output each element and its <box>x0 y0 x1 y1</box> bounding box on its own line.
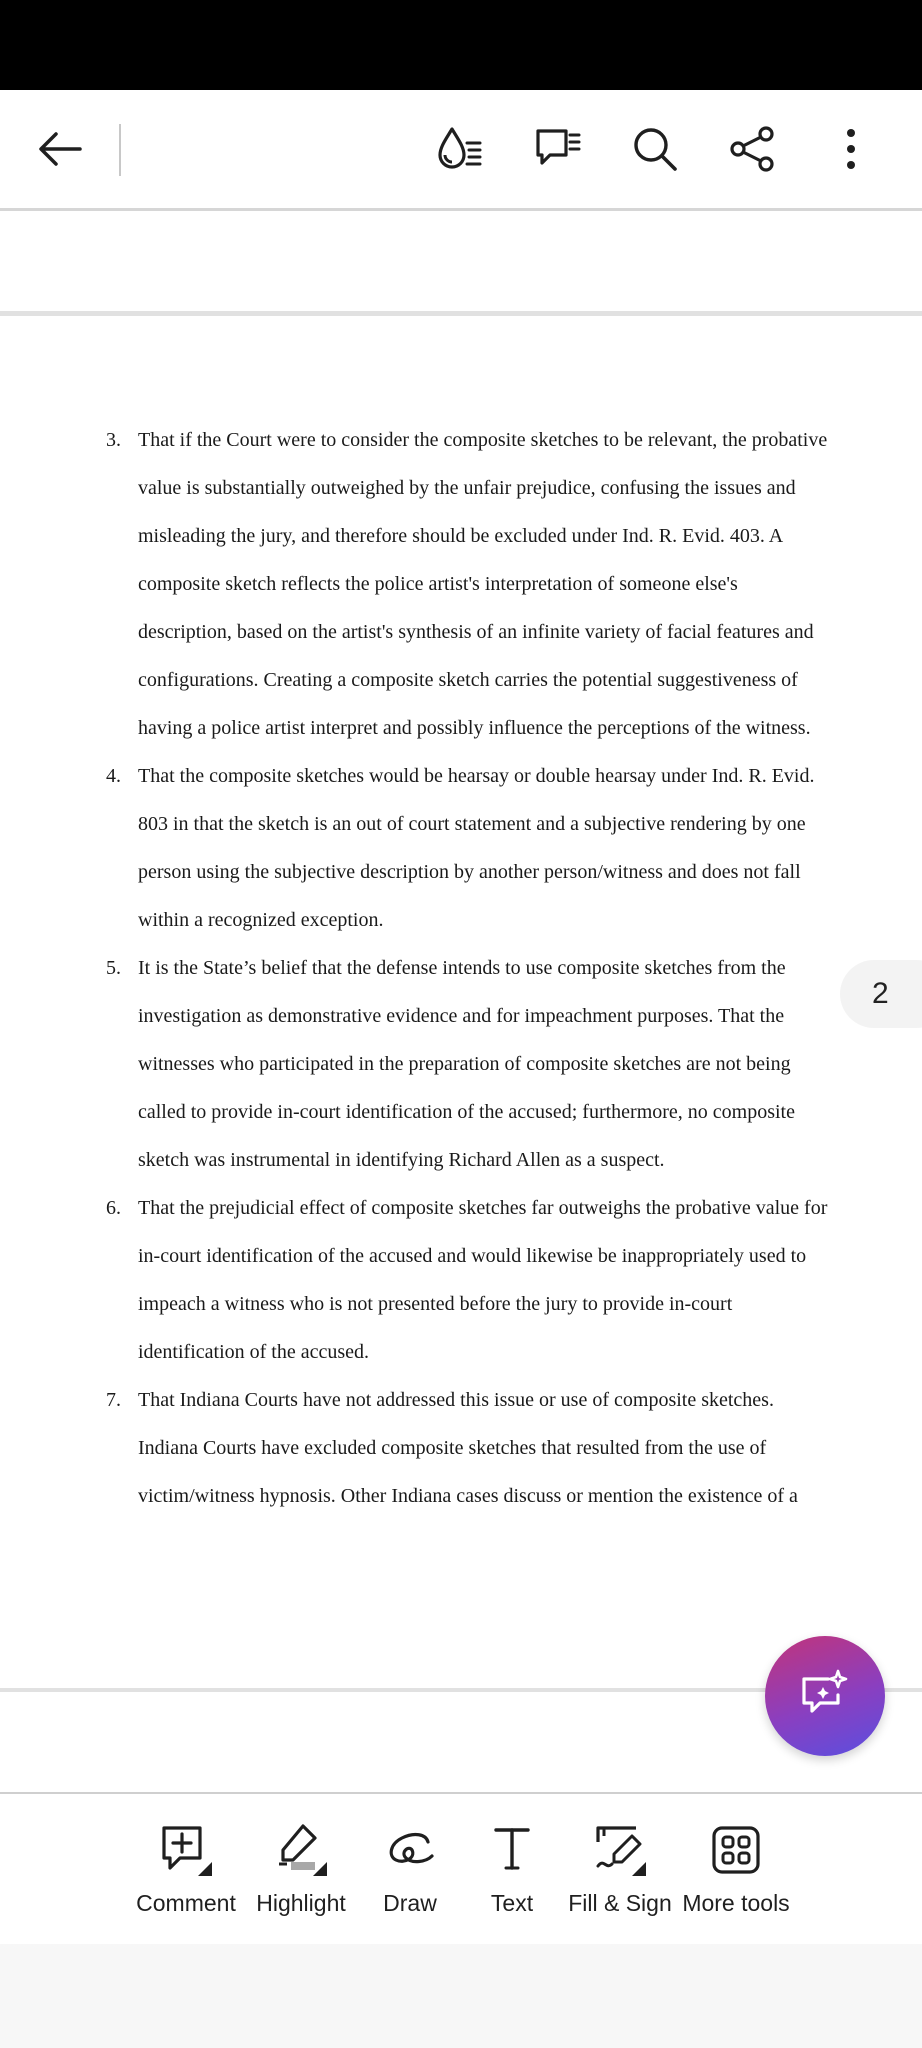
item-number: 6. <box>106 1197 121 1219</box>
search-icon[interactable] <box>623 117 687 181</box>
liquid-mode-icon[interactable] <box>428 117 492 181</box>
paragraph-line: impeach a witness who is not presented before the jury to provide in-court <box>138 1293 733 1315</box>
system-navigation-bar <box>0 1944 922 2048</box>
arrow-left-icon[interactable] <box>28 117 92 181</box>
highlight-tool-button[interactable] <box>243 1822 359 1922</box>
highlighter-icon <box>273 1822 329 1878</box>
paragraph-line: It is the State’s belief that the defense intends to use composite sketches from the <box>138 957 786 979</box>
toolbar-divider <box>119 124 121 176</box>
paragraph-line: in-court identification of the accused and would likewise be inappropriately used to <box>138 1245 807 1267</box>
comments-list-icon[interactable] <box>526 117 590 181</box>
paragraph-line: within a recognized exception. <box>138 909 384 931</box>
paragraph-line: That the prejudicial effect of composite sketches far outweighs the probative value for <box>138 1197 828 1219</box>
tool-label: Comment <box>136 1890 236 1916</box>
fill-sign-tool-button[interactable] <box>562 1822 678 1922</box>
tool-label: Text <box>490 1890 534 1916</box>
list-item <box>0 752 922 944</box>
paragraph-line: Indiana Courts have excluded composite sketches that resulted from the use of <box>138 1437 767 1459</box>
text-icon <box>484 1822 540 1878</box>
more-tools-button[interactable] <box>678 1822 794 1922</box>
ai-assistant-icon <box>798 1667 852 1726</box>
paragraph-line: sketch was instrumental in identifying Richard Allen as a suspect. <box>138 1149 665 1171</box>
more-vertical-icon[interactable] <box>819 117 883 181</box>
paragraph-line: investigation as demonstrative evidence and for impeachment purposes. That the <box>138 1005 785 1027</box>
paragraph-line: configurations. Creating a composite sketch carries the potential suggestiveness of <box>138 669 798 691</box>
draw-icon <box>382 1822 438 1878</box>
fill-sign-icon <box>592 1822 648 1878</box>
more-tools-icon <box>708 1822 764 1878</box>
status-bar <box>0 0 922 90</box>
top-toolbar <box>0 90 922 211</box>
comment-tool-button[interactable] <box>128 1822 244 1922</box>
tool-label: Highlight <box>256 1890 346 1916</box>
paragraph-line: person using the subjective description by another person/witness and does not fall <box>138 861 801 883</box>
page-number: 2 <box>872 977 889 1010</box>
paragraph-line: called to provide in-court identification of the accused; furthermore, no composite <box>138 1101 795 1123</box>
paragraph-line: composite sketch reflects the police artist's interpretation of someone else's <box>138 573 738 595</box>
paragraph-line: That if the Court were to consider the composite sketches to be relevant, the probative <box>138 429 828 451</box>
paragraph-line: identification of the accused. <box>138 1341 370 1363</box>
paragraph-line: victim/witness hypnosis. Other Indiana cases discuss or mention the existence of a <box>138 1485 798 1507</box>
tool-label: More tools <box>682 1890 790 1916</box>
list-item <box>0 1376 922 1520</box>
draw-tool-button[interactable] <box>352 1822 468 1922</box>
document-page <box>0 316 922 1692</box>
list-item <box>0 416 922 752</box>
share-icon[interactable] <box>721 117 785 181</box>
comment-add-icon <box>158 1822 214 1878</box>
numbered-list <box>0 416 922 1520</box>
tool-label: Fill & Sign <box>568 1890 672 1916</box>
paragraph-line: value is substantially outweighed by the unfair prejudice, confusing the issues and <box>138 477 796 499</box>
paragraph-line: witnesses who participated in the preparation of composite sketches are not being <box>138 1053 791 1075</box>
item-number: 5. <box>106 957 121 979</box>
tool-label: Draw <box>383 1890 437 1916</box>
page-number-indicator[interactable] <box>840 960 922 1028</box>
item-number: 7. <box>106 1389 121 1411</box>
previous-page-area <box>0 211 922 316</box>
bottom-toolbar <box>0 1794 922 1944</box>
paragraph-line: having a police artist interpret and possibly influence the perceptions of the witness. <box>138 717 811 739</box>
paragraph-line: 803 in that the sketch is an out of court statement and a subjective rendering by one <box>138 813 806 835</box>
paragraph-line: misleading the jury, and therefore should be excluded under Ind. R. Evid. 403. A <box>138 525 784 547</box>
list-item <box>0 1184 922 1376</box>
text-tool-button[interactable] <box>454 1822 570 1922</box>
paragraph-line: description, based on the artist's synthesis of an infinite variety of facial features and <box>138 621 814 643</box>
paragraph-line: That Indiana Courts have not addressed this issue or use of composite sketches. <box>138 1389 774 1411</box>
item-number: 3. <box>106 429 121 451</box>
ai-assistant-button[interactable] <box>765 1636 885 1756</box>
paragraph-line: That the composite sketches would be hearsay or double hearsay under Ind. R. Evid. <box>138 765 815 787</box>
item-number: 4. <box>106 765 121 787</box>
list-item <box>0 944 922 1184</box>
